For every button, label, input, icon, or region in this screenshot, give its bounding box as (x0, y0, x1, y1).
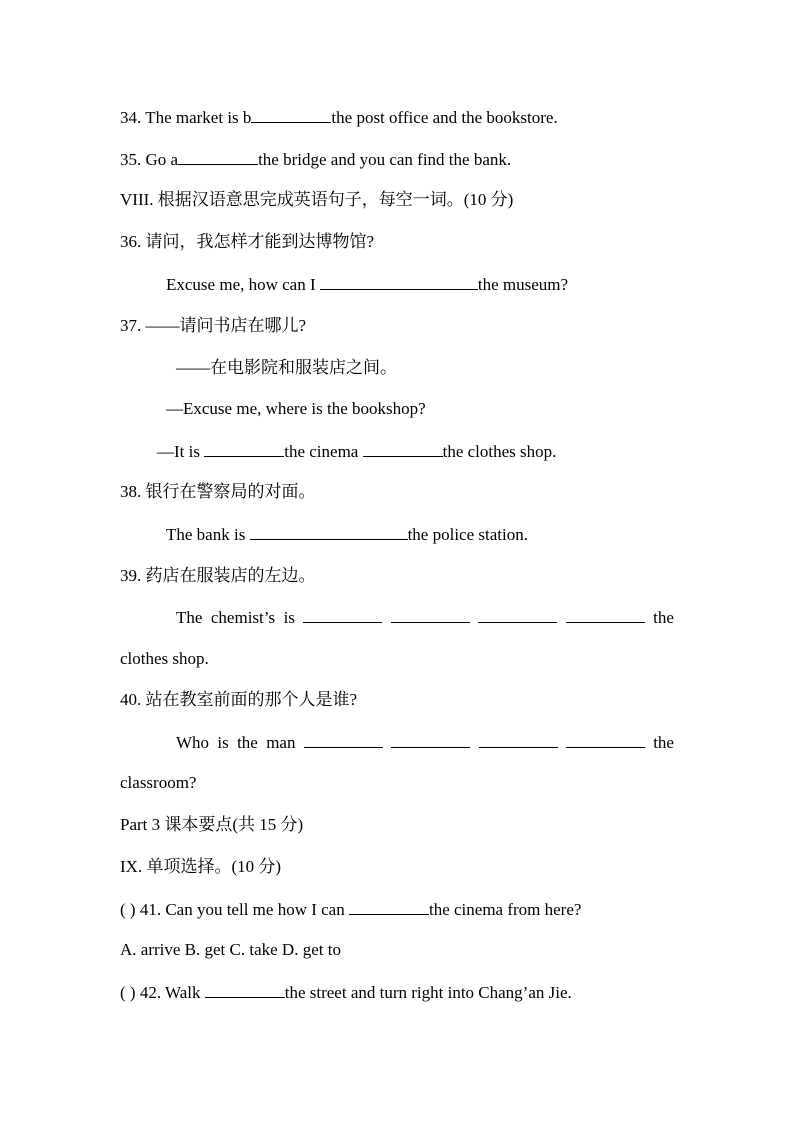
question-34 (120, 107, 558, 128)
q39-blank-2[interactable] (391, 607, 470, 623)
q38-prefix: The bank is (166, 525, 250, 544)
q36-suffix: the museum? (477, 275, 569, 294)
q37-middle: the cinema (284, 442, 363, 461)
q41-options: A. arrive B. get C. take D. get to (120, 940, 341, 959)
q39-blank-4[interactable] (566, 607, 645, 623)
q37-chinese-question: 37. ——请问书店在哪儿? (120, 316, 307, 335)
q40-word-2: is (217, 733, 229, 752)
q37-blank-1[interactable] (204, 441, 284, 457)
q39-continuation: clothes shop. (120, 649, 209, 668)
q39-end: the (653, 608, 674, 627)
q40-word-4: man (266, 733, 296, 752)
q35-suffix: the bridge and you can find the bank. (258, 150, 512, 169)
q38-chinese: 38. 银行在警察局的对面。 (120, 482, 316, 501)
q40-blank-3[interactable] (479, 732, 558, 748)
q38-suffix: the police station. (407, 525, 528, 544)
q39-blank-3[interactable] (478, 607, 557, 623)
q40-word-1: Who (176, 733, 210, 752)
q39-word-3: is (283, 608, 295, 627)
question-39 (176, 607, 674, 628)
q40-continuation: classroom? (120, 773, 197, 792)
q35-prefix: 35. Go a (120, 150, 179, 169)
q41-blank[interactable] (349, 899, 429, 915)
q37-suffix: the clothes shop. (442, 442, 557, 461)
section-8-heading: VIII. 根据汉语意思完成英语句子，每空一词。(10 分) (120, 190, 514, 209)
section-9-heading: IX. 单项选择。(10 分) (120, 857, 282, 876)
q40-blank-2[interactable] (391, 732, 470, 748)
q34-prefix: 34. The market is b (120, 108, 252, 127)
q40-blank-1[interactable] (304, 732, 383, 748)
q40-word-3: the (237, 733, 258, 752)
q41-prefix: 41. Can you tell me how I can (135, 900, 349, 919)
q37-blank-2[interactable] (363, 441, 443, 457)
q41-answer-paren[interactable]: ( ) (120, 900, 136, 919)
question-42 (120, 982, 572, 1003)
q34-suffix: the post office and the bookstore. (331, 108, 558, 127)
q36-blank[interactable] (320, 274, 478, 290)
q37-english-question: —Excuse me, where is the bookshop? (166, 399, 426, 418)
q42-suffix: the street and turn right into Chang’an Jie. (284, 983, 572, 1002)
q42-prefix: 42. Walk (135, 983, 205, 1002)
q40-end: the (653, 733, 674, 752)
q35-blank[interactable] (178, 149, 258, 165)
q40-blank-4[interactable] (566, 732, 645, 748)
question-35 (120, 149, 511, 170)
question-40 (176, 732, 674, 753)
question-38 (166, 524, 528, 545)
q36-prefix: Excuse me, how can I (166, 275, 320, 294)
q39-chinese: 39. 药店在服装店的左边。 (120, 566, 316, 585)
q34-blank[interactable] (251, 107, 331, 123)
question-41 (120, 899, 581, 920)
q42-blank[interactable] (205, 982, 285, 998)
question-36 (166, 274, 568, 295)
q41-suffix: the cinema from here? (428, 900, 582, 919)
q37-chinese-answer: ——在电影院和服装店之间。 (176, 358, 397, 377)
q40-chinese: 40. 站在教室前面的那个人是谁? (120, 690, 358, 709)
q39-blank-1[interactable] (303, 607, 382, 623)
q39-word-1: The (176, 608, 203, 627)
question-37 (157, 441, 556, 462)
q39-word-2: chemist’s (210, 608, 276, 627)
q42-answer-paren[interactable]: ( ) (120, 983, 136, 1002)
q36-chinese: 36. 请问，我怎样才能到达博物馆? (120, 232, 375, 251)
q38-blank[interactable] (250, 524, 408, 540)
q37-prefix: —It is (157, 442, 205, 461)
part-3-heading: Part 3 课本要点(共 15 分) (120, 815, 304, 834)
